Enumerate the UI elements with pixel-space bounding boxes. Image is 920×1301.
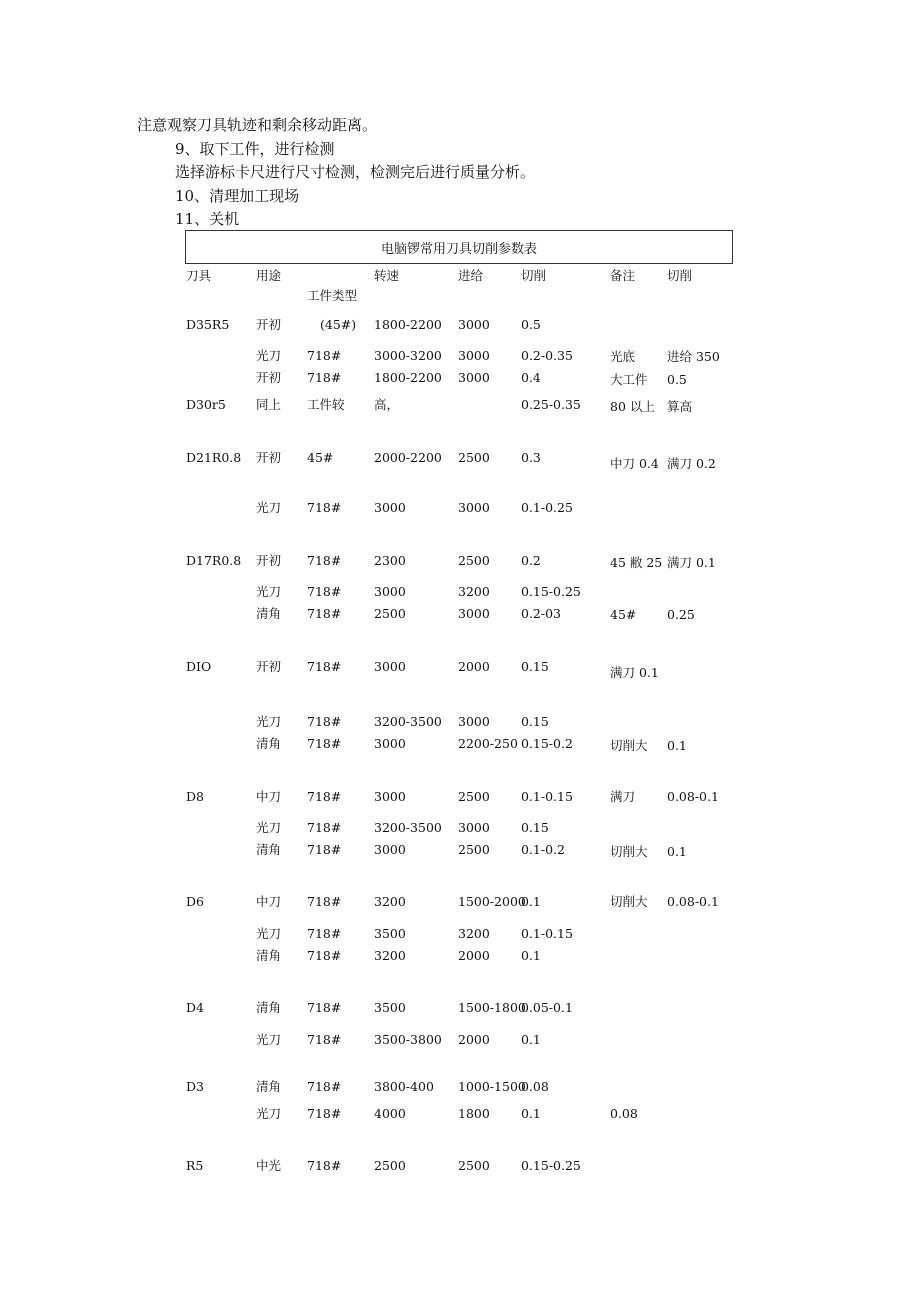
cell-use: 中光 (256, 1158, 282, 1173)
cell-use: 光刀 (256, 1032, 282, 1047)
cell-tool: D4 (186, 1000, 204, 1015)
cell-extra: 进给 350 (667, 349, 720, 364)
cell-speed: 高， (374, 397, 400, 412)
cell-workpiece: 718# (307, 348, 342, 363)
cell-cut: 0.05-0.1 (521, 1000, 573, 1015)
cell-use: 中刀 (256, 894, 282, 909)
cell-extra: 0.1 (667, 738, 687, 753)
header-tool: 刀具 (186, 268, 212, 283)
cell-cut: 0.2 (521, 553, 541, 568)
cell-workpiece: 718# (307, 1032, 342, 1047)
cell-note: 切削大 (610, 844, 648, 859)
table-title: 电脑锣常用刀具切削参数表 (380, 241, 537, 257)
cell-speed: 3000 (374, 789, 406, 804)
cell-workpiece: 718# (307, 1079, 342, 1094)
cell-tool: D35R5 (186, 317, 230, 332)
cell-extra: 0.1 (667, 844, 687, 859)
table-title-box (185, 230, 733, 264)
header-cut: 切削 (521, 268, 547, 283)
cell-use: 同上 (256, 397, 282, 412)
cell-use: 开初 (256, 659, 282, 674)
intro-line-5: 11、关机 (175, 210, 240, 228)
cell-feed: 3000 (458, 714, 490, 729)
cell-cut: 0.1-0.2 (521, 842, 565, 857)
cell-use: 光刀 (256, 584, 282, 599)
cell-note: 中刀 0.4 (610, 456, 659, 471)
cell-workpiece: 718# (307, 553, 342, 568)
cell-cut: 0.15 (521, 820, 549, 835)
header-cut2: 切削 (667, 268, 693, 283)
cell-feed: 2000 (458, 948, 490, 963)
cell-cut: 0.1 (521, 894, 541, 909)
cell-use: 光刀 (256, 926, 282, 941)
cell-use: 光刀 (256, 1106, 282, 1121)
cell-use: 光刀 (256, 714, 282, 729)
cell-cut: 0.15 (521, 659, 549, 674)
cell-tool: D8 (186, 789, 204, 804)
cell-feed: 2200-250 (458, 736, 518, 751)
cell-note: 大工件 (610, 372, 648, 387)
cell-speed: 3200-3500 (374, 820, 442, 835)
cell-extra: 满刀 0.1 (667, 555, 716, 570)
cell-note: 80 以上 (610, 399, 655, 414)
cell-workpiece: 718# (307, 370, 342, 385)
cell-note: 光底 (610, 349, 636, 364)
cell-workpiece: 45# (307, 450, 334, 465)
cell-note: 切削大 (610, 894, 648, 909)
cell-speed: 1800-2200 (374, 317, 442, 332)
cell-note: 0.08 (610, 1106, 638, 1121)
cell-extra: 0.08-0.1 (667, 789, 719, 804)
cell-use: 清角 (256, 1000, 282, 1015)
header-use: 用途 (256, 268, 282, 283)
cell-use: 中刀 (256, 789, 282, 804)
cell-speed: 3500 (374, 926, 406, 941)
cell-cut: 0.3 (521, 450, 541, 465)
cell-cut: 0.15-0.25 (521, 584, 581, 599)
cell-feed: 1000-1500 (458, 1079, 526, 1094)
cell-extra: 0.08-0.1 (667, 894, 719, 909)
cell-cut: 0.08 (521, 1079, 549, 1094)
cell-extra: 0.5 (667, 372, 687, 387)
cell-workpiece: 718# (307, 714, 342, 729)
cell-tool: D17R0.8 (186, 553, 242, 568)
cell-speed: 3000-3200 (374, 348, 442, 363)
cell-cut: 0.15 (521, 714, 549, 729)
cell-speed: 2300 (374, 553, 406, 568)
intro-line-3: 选择游标卡尺进行尺寸检测，检测完后进行质量分析。 (175, 163, 536, 181)
cell-workpiece: 718# (307, 736, 342, 751)
cell-workpiece: 718# (307, 926, 342, 941)
cell-speed: 2000-2200 (374, 450, 442, 465)
cell-speed: 3000 (374, 736, 406, 751)
cell-speed: 3800-400 (374, 1079, 434, 1094)
cell-speed: 3500 (374, 1000, 406, 1015)
cell-workpiece: 718# (307, 1106, 342, 1121)
cell-workpiece: 718# (307, 894, 342, 909)
cell-use: 光刀 (256, 820, 282, 835)
cell-workpiece: (45#) (320, 317, 357, 332)
cell-cut: 0.1 (521, 1032, 541, 1047)
cell-cut: 0.1-0.15 (521, 926, 573, 941)
header-workpiece: 工件类型 (307, 288, 358, 303)
cell-use: 清角 (256, 1079, 282, 1094)
cell-extra: 算高 (667, 399, 693, 414)
cell-workpiece: 718# (307, 789, 342, 804)
cell-workpiece: 718# (307, 842, 342, 857)
cell-use: 清角 (256, 736, 282, 751)
cell-cut: 0.15-0.2 (521, 736, 573, 751)
header-feed: 进给 (458, 268, 484, 283)
cell-use: 开初 (256, 370, 282, 385)
cell-use: 清角 (256, 842, 282, 857)
cell-feed: 2500 (458, 450, 490, 465)
cell-extra: 0.25 (667, 607, 695, 622)
cell-workpiece: 718# (307, 659, 342, 674)
cell-speed: 3000 (374, 500, 406, 515)
cell-cut: 0.1 (521, 948, 541, 963)
intro-line-2: 9、取下工件，进行检测 (175, 140, 335, 158)
cell-cut: 0.15-0.25 (521, 1158, 581, 1173)
cell-tool: D3 (186, 1079, 204, 1094)
cell-use: 光刀 (256, 348, 282, 363)
cell-speed: 3200 (374, 894, 406, 909)
cell-cut: 0.2-0.35 (521, 348, 573, 363)
cell-speed: 3000 (374, 659, 406, 674)
cell-speed: 4000 (374, 1106, 406, 1121)
cell-note: 切削大 (610, 738, 648, 753)
header-note: 备注 (610, 268, 636, 283)
cell-workpiece: 718# (307, 500, 342, 515)
cell-feed: 3000 (458, 820, 490, 835)
cell-workpiece: 718# (307, 1158, 342, 1173)
cell-feed: 3000 (458, 348, 490, 363)
cell-tool: DIO (186, 659, 212, 674)
cell-feed: 3000 (458, 500, 490, 515)
cell-tool: R5 (186, 1158, 204, 1173)
cell-tool: D6 (186, 894, 204, 909)
cell-use: 清角 (256, 606, 282, 621)
cell-speed: 2500 (374, 1158, 406, 1173)
cell-speed: 3000 (374, 584, 406, 599)
cell-feed: 1500-2000 (458, 894, 526, 909)
cell-use: 光刀 (256, 500, 282, 515)
cell-cut: 0.1 (521, 1106, 541, 1121)
cell-feed: 2500 (458, 789, 490, 804)
cell-speed: 2500 (374, 606, 406, 621)
cell-use: 清角 (256, 948, 282, 963)
cell-workpiece: 718# (307, 948, 342, 963)
cell-speed: 1800-2200 (374, 370, 442, 385)
cell-feed: 3000 (458, 606, 490, 621)
cell-extra: 满刀 0.2 (667, 456, 716, 471)
cell-feed: 2000 (458, 659, 490, 674)
cell-note: 满刀 0.1 (610, 665, 659, 680)
cell-feed: 1500-1800 (458, 1000, 526, 1015)
cell-tool: D30r5 (186, 397, 226, 412)
cell-cut: 0.1-0.15 (521, 789, 573, 804)
cell-workpiece: 工件较 (307, 397, 345, 412)
cell-workpiece: 718# (307, 820, 342, 835)
cell-cut: 0.5 (521, 317, 541, 332)
cell-feed: 2500 (458, 553, 490, 568)
cell-feed: 3200 (458, 584, 490, 599)
cell-workpiece: 718# (307, 606, 342, 621)
cell-feed: 2500 (458, 1158, 490, 1173)
cell-tool: D21R0.8 (186, 450, 242, 465)
cell-speed: 3200 (374, 948, 406, 963)
intro-line-4: 10、清理加工现场 (175, 187, 300, 205)
cell-speed: 3500-3800 (374, 1032, 442, 1047)
cell-workpiece: 718# (307, 584, 342, 599)
cell-feed: 2500 (458, 842, 490, 857)
header-speed: 转速 (374, 268, 400, 283)
cell-workpiece: 718# (307, 1000, 342, 1015)
cell-speed: 3200-3500 (374, 714, 442, 729)
cell-cut: 0.2-03 (521, 606, 562, 621)
cell-speed: 3000 (374, 842, 406, 857)
cell-cut: 0.1-0.25 (521, 500, 573, 515)
cell-note: 45# (610, 607, 637, 622)
cell-cut: 0.4 (521, 370, 541, 385)
cell-use: 开初 (256, 317, 282, 332)
cell-use: 开初 (256, 553, 282, 568)
cell-use: 开初 (256, 450, 282, 465)
cell-note: 45 敝 25 (610, 555, 663, 570)
cell-feed: 2000 (458, 1032, 490, 1047)
cell-feed: 3200 (458, 926, 490, 941)
cell-feed: 1800 (458, 1106, 490, 1121)
cell-note: 满刀 (610, 789, 636, 804)
cell-feed: 3000 (458, 317, 490, 332)
intro-line-1: 注意观察刀具轨迹和剩余移动距离。 (137, 116, 378, 134)
cell-feed: 3000 (458, 370, 490, 385)
cell-cut: 0.25-0.35 (521, 397, 581, 412)
